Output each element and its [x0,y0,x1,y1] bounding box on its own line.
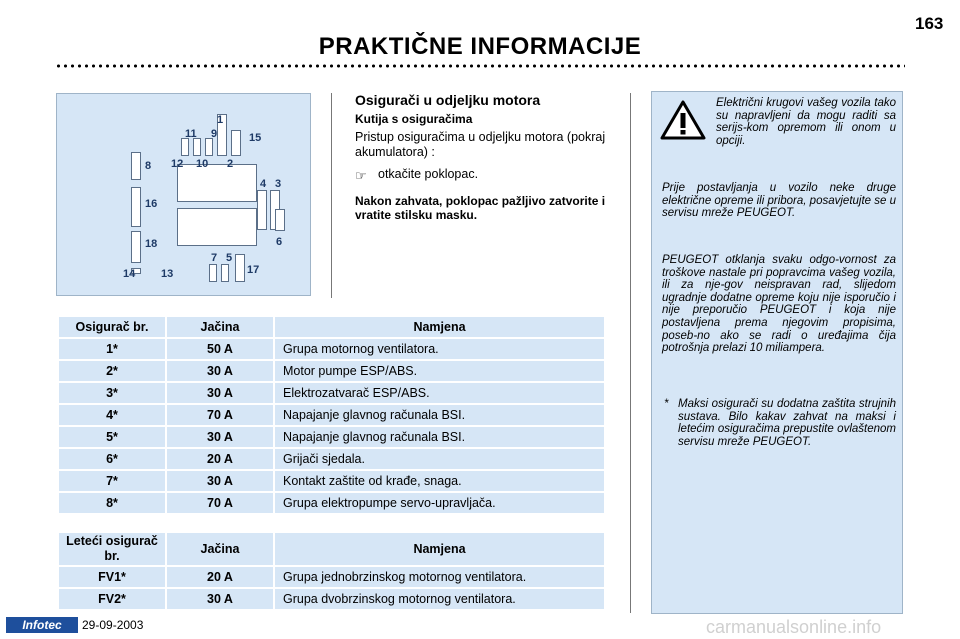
infotec-logo: Infotec [6,617,78,633]
fuse-purpose: Napajanje glavnog računala BSI. [274,426,605,448]
fuse-slot [221,264,229,282]
fuse-slot [205,138,213,156]
watermark: carmanualsonline.info [706,617,882,637]
fuse-label-10: 10 [196,158,209,170]
fuse-number: 8* [58,492,166,514]
fuse-purpose: Grupa motornog ventilatora. [274,338,605,360]
fuse-label-18: 18 [145,238,158,250]
fuse-label-3: 3 [275,178,282,190]
fuse-label-7: 7 [211,252,218,264]
fuse-number: 6* [58,448,166,470]
fuse-label-6: 6 [276,236,283,248]
relay-module [177,164,257,202]
pointing-hand-icon: ☞ [355,168,367,183]
column-header: Jačina [166,532,274,566]
table-header-row [58,532,605,566]
page-number: 163 [915,14,944,33]
relay-module [177,208,257,246]
table-row [58,448,605,470]
fuse-rating: 30 A [166,588,274,610]
fuse-number: 7* [58,470,166,492]
warning-triangle-icon [660,99,706,141]
column-divider [630,93,631,613]
fuse-label-1: 1 [217,114,224,126]
fuse-rating: 70 A [166,404,274,426]
fuse-label-16: 16 [145,198,158,210]
table-header-row [58,316,605,338]
fuse-purpose: Grupa jednobrzinskog motornog ventilatora. [274,566,605,588]
fuse-rating: 70 A [166,492,274,514]
page-title: PRAKTIČNE INFORMACIJE [318,33,642,60]
fuse-rating: 30 A [166,470,274,492]
fuse-purpose: Grijači sjedala. [274,448,605,470]
fuse-table [57,315,606,515]
table-row [58,588,605,610]
fuse-rating: 20 A [166,566,274,588]
fuse-label-8: 8 [145,160,152,172]
table-row [58,404,605,426]
fuse-slot [275,209,285,231]
fuse-slot [131,187,141,227]
fuse-rating: 20 A [166,448,274,470]
table-row [58,426,605,448]
fuse-label-5: 5 [226,252,233,264]
access-instructions: Pristup osiguračima u odjeljku motora (pokraj akumulatora) : [355,130,606,159]
fuse-number: 3* [58,382,166,404]
column-header: Leteći osigurač br. [58,532,166,566]
fuse-number: FV2* [58,588,166,610]
fuse-rating: 30 A [166,382,274,404]
subsection-title: Kutija s osiguračima [355,112,473,126]
footer-date: 29-09-2003 [82,618,144,632]
fuse-label-13: 13 [161,268,174,280]
fuse-slot [209,264,217,282]
column-header: Osigurač br. [58,316,166,338]
column-header: Jačina [166,316,274,338]
table-row [58,338,605,360]
table-row [58,360,605,382]
column-header: Namjena [274,316,605,338]
fuse-purpose: Grupa dvobrzinskog motornog ventilatora. [274,588,605,610]
section-title: Osigurači u odjeljku motora [355,92,541,108]
flying-fuse-table [57,531,606,611]
fuse-slot [181,138,189,156]
note-paragraph: Prije postavljanja u vozilo neke druge električne opreme ili pribora, posavjetujte se u servisu mreže PEUGEOT. [662,182,896,220]
note-paragraph: PEUGEOT otklanja svaku odgo-vornost za troškove nastale pri popravcima vašeg vozila, ili za nje-gov neispravan rad, slijedom ugradnje dodatne opreme koju nije isporučio i nije preporučio PEUGEOT i koja nije postavljena prema njegovim propisima, poseb-no ako se radi o uređajima čija potrošnja prelazi 10 miliampera. [662,254,896,355]
column-divider [331,93,332,298]
footnote-marker: * [664,398,669,410]
note-paragraph: Električni krugovi vašeg vozila tako su napravljeni da mogu raditi sa serijs-kom opremom ili onom u opciji. [716,97,896,147]
fuse-number: FV1* [58,566,166,588]
table-row [58,382,605,404]
table-row [58,566,605,588]
fuse-label-17: 17 [247,264,260,276]
fuse-number: 2* [58,360,166,382]
fuse-label-11: 11 [185,128,197,140]
fuse-label-14: 14 [123,268,136,280]
fuse-purpose: Napajanje glavnog računala BSI. [274,404,605,426]
fuse-number: 1* [58,338,166,360]
fuse-box-diagram [56,93,311,296]
fuse-rating: 30 A [166,360,274,382]
fuse-slot [235,254,245,282]
fuse-label-12: 12 [171,158,184,170]
fuse-slot [193,138,201,156]
fuse-rating: 50 A [166,338,274,360]
fuse-slot [131,152,141,180]
fuse-label-2: 2 [227,158,234,170]
fuse-purpose: Elektrozatvarač ESP/ABS. [274,382,605,404]
fuse-purpose: Grupa elektropumpe servo-upravljača. [274,492,605,514]
fuse-slot [231,130,241,156]
fuse-label-4: 4 [260,178,267,190]
fuse-number: 5* [58,426,166,448]
fuse-label-9: 9 [211,128,218,140]
column-header: Namjena [274,532,605,566]
fuse-rating: 30 A [166,426,274,448]
fuse-label-15: 15 [249,132,262,144]
footnote-text: Maksi osigurači su dodatna zaštita strujnih sustava. Bilo kakav zahvat na maksi i letećim osiguračima prepustite ovlaštenom servisu mreže PEUGEOT. [678,398,896,448]
step-text: otkačite poklopac. [378,167,479,181]
warning-text: Nakon zahvata, poklopac pažljivo zatvorite i vratite stilsku masku. [355,194,606,222]
fuse-slot [257,190,267,230]
fuse-slot [131,231,141,263]
title-dotted-rule [55,63,905,69]
fuse-purpose: Kontakt zaštite od krađe, snaga. [274,470,605,492]
fuse-purpose: Motor pumpe ESP/ABS. [274,360,605,382]
table-row [58,492,605,514]
table-row [58,470,605,492]
fuse-number: 4* [58,404,166,426]
